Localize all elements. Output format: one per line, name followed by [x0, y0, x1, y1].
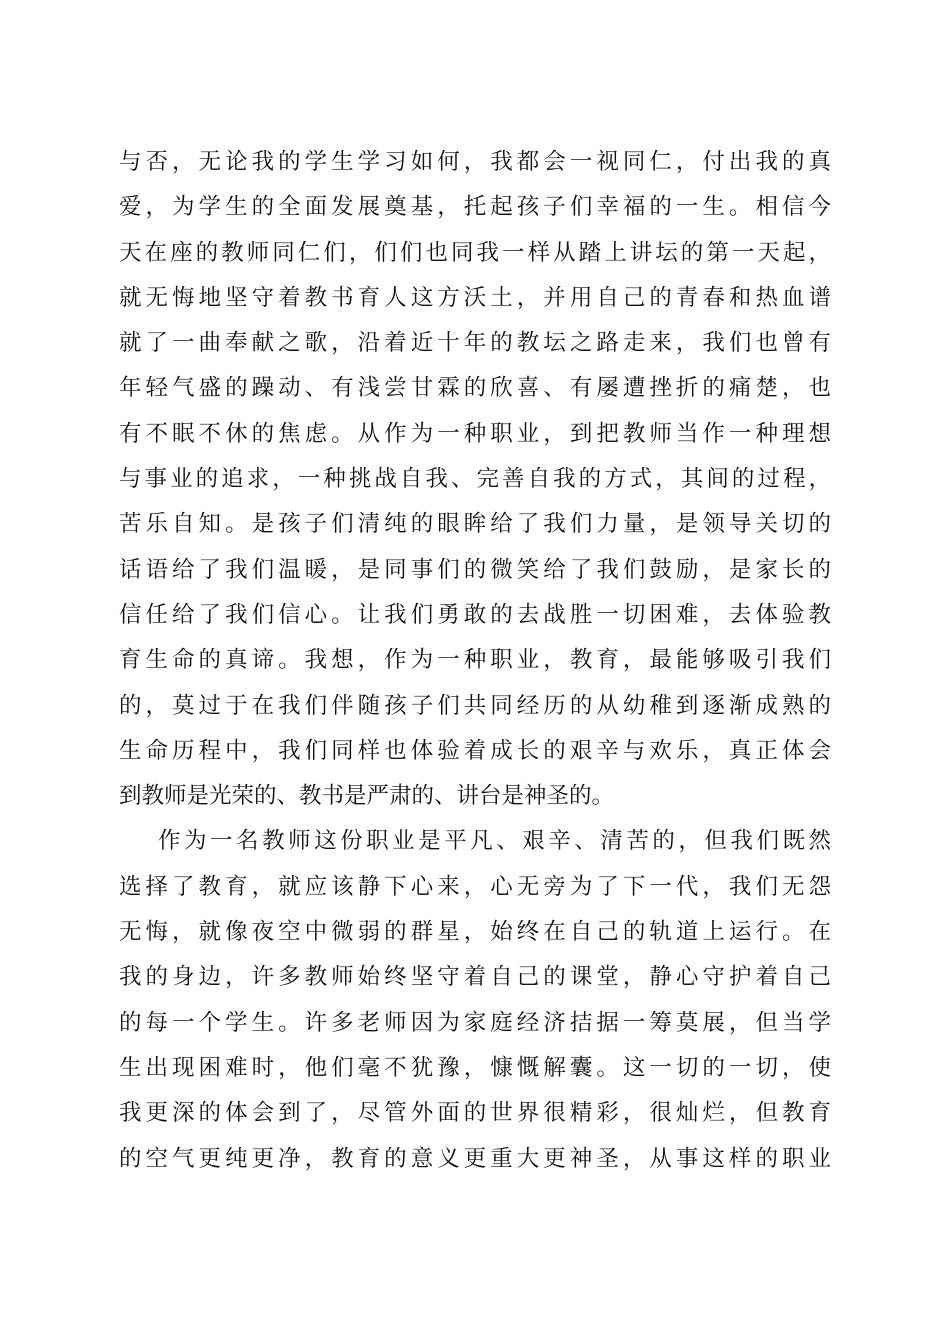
text-line: 我的身边，许多教师始终坚守着自己的课堂，静心守护着自己 — [119, 964, 831, 991]
text-line: 就无悔地坚守着教书育人这方沃土，并用自己的青春和热血谱 — [119, 284, 831, 311]
text-line: 作为一名教师这份职业是平凡、艰辛、清苦的，但我们既然 — [158, 828, 831, 855]
text-line: 就了一曲奉献之歌，沿着近十年的教坛之路走来，我们也曾有 — [119, 330, 831, 357]
text-line: 天在座的教师同仁们，们们也同我一样从踏上讲坛的第一天起， — [119, 239, 831, 266]
text-line: 话语给了我们温暖，是同事们的微笑给了我们鼓励，是家长的 — [119, 556, 831, 583]
text-line: 苦乐自知。是孩子们清纯的眼眸给了我们力量，是领导关切的 — [119, 511, 831, 538]
text-line: 的，莫过于在我们伴随孩子们共同经历的从幼稚到逐渐成熟的 — [119, 692, 831, 719]
paragraph-2 — [119, 819, 831, 1181]
paragraph-1 — [119, 140, 831, 819]
body-text — [119, 140, 831, 1182]
text-line: 的空气更纯更净，教育的意义更重大更神圣，从事这样的职业 — [119, 1145, 831, 1172]
text-line: 爱，为学生的全面发展奠基，托起孩子们幸福的一生。相信今 — [119, 194, 831, 221]
text-line: 我更深的体会到了，尽管外面的世界很精彩，很灿烂，但教育 — [119, 1100, 831, 1127]
text-line: 生命历程中，我们同样也体验着成长的艰辛与欢乐，真正体会 — [119, 737, 831, 764]
text-line: 到教师是光荣的、教书是严肃的、讲台是神圣的。 — [119, 783, 615, 810]
text-line: 的每一个学生。许多老师因为家庭经济拮据一筹莫展，但当学 — [119, 1009, 831, 1036]
text-line: 生出现困难时，他们毫不犹豫，慷慨解囊。这一切的一切，使 — [119, 1054, 831, 1081]
text-line: 年轻气盛的躁动、有浅尝甘霖的欣喜、有屡遭挫折的痛楚，也 — [119, 375, 831, 402]
text-line: 育生命的真谛。我想，作为一种职业，教育，最能够吸引我们 — [119, 647, 831, 674]
text-line: 信任给了我们信心。让我们勇敢的去战胜一切困难，去体验教 — [119, 601, 831, 628]
text-line: 有不眠不休的焦虑。从作为一种职业，到把教师当作一种理想 — [119, 420, 831, 447]
text-line: 与否，无论我的学生学习如何，我都会一视同仁，付出我的真 — [119, 149, 831, 175]
text-line: 与事业的追求，一种挑战自我、完善自我的方式，其间的过程， — [119, 466, 831, 493]
text-line: 选择了教育，就应该静下心来，心无旁为了下一代，我们无怨 — [119, 873, 831, 900]
text-line: 无悔，就像夜空中微弱的群星，始终在自己的轨道上运行。在 — [119, 919, 831, 946]
